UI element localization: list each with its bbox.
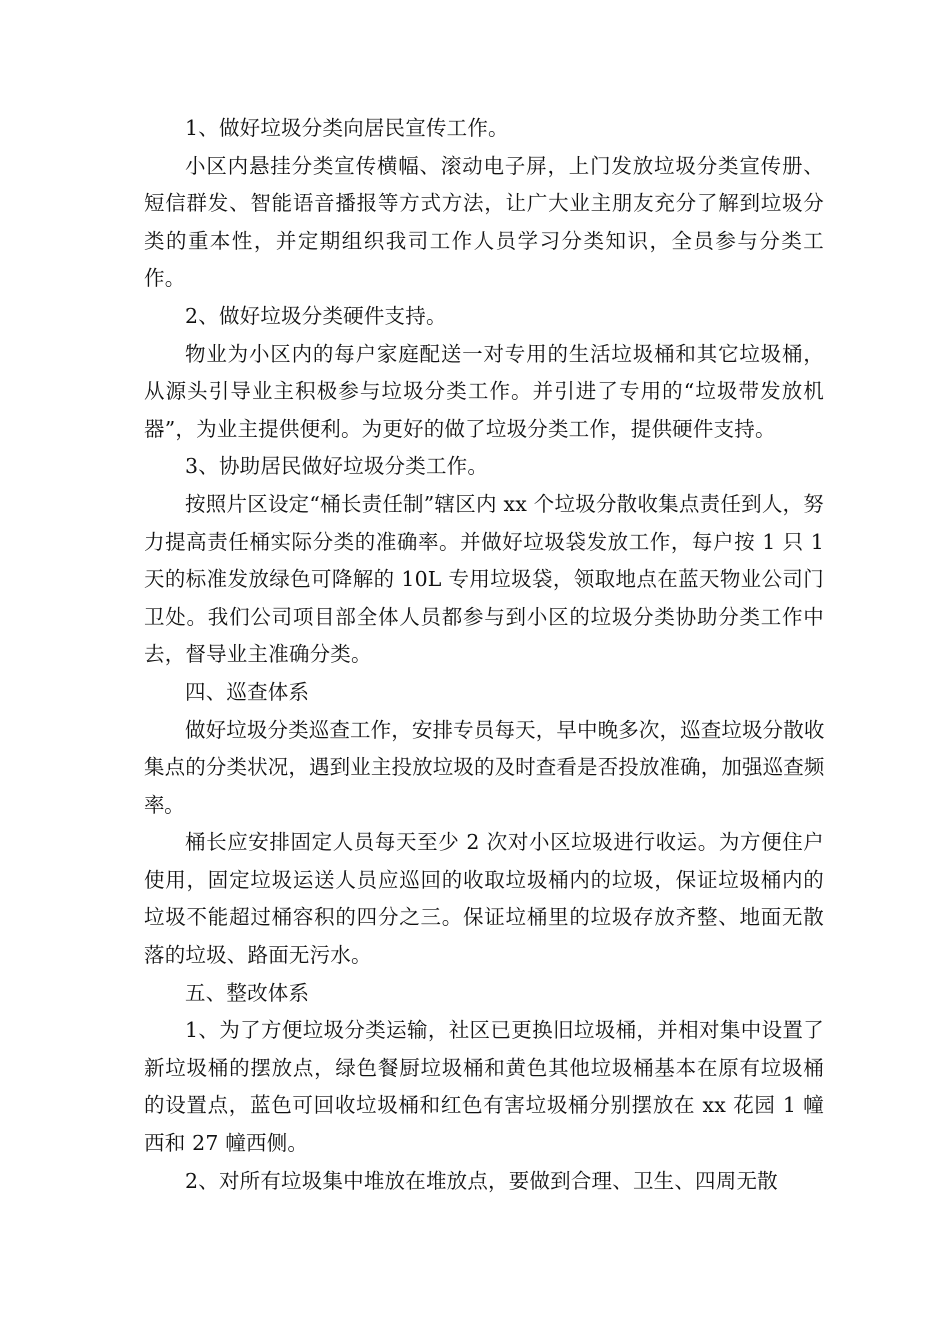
document-body — [144, 110, 824, 1200]
paragraph-heading-3: 3、协助居民做好垃圾分类工作。 — [185, 454, 489, 479]
paragraph-heading-2: 2、做好垃圾分类硬件支持。 — [185, 303, 447, 328]
section-heading-rectification: 五、整改体系 — [185, 980, 310, 1005]
paragraph-publicity: 小区内悬挂分类宣传横幅、滚动电子屏，上门发放垃圾分类宣传册、短信群发、智能语音播报等方式方法，让广大业主朋友充分了解到垃圾分类的重本性，并定期组织我司工作人员学习分类知识，全员参与分类工作。 — [144, 153, 824, 291]
paragraph-heading-1: 1、做好垃圾分类向居民宣传工作。 — [185, 116, 509, 140]
section-heading-inspection: 四、巡查体系 — [185, 679, 310, 704]
paragraph-rectification-2: 2、对所有垃圾集中堆放在堆放点，要做到合理、卫生、四周无散 — [185, 1168, 778, 1193]
paragraph-collection: 桶长应安排固定人员每天至少 2 次对小区垃圾进行收运。为方便住户使用，固定垃圾运送人员应巡回的收取垃圾桶内的垃圾，保证垃圾桶内的垃圾不能超过桶容积的四分之三。保证垃桶里的垃圾存放齐整、地面无散落的垃圾、路面无污水。 — [144, 830, 824, 968]
paragraph-bucket-owner: 按照片区设定“桶长责任制”辖区内 xx 个垃圾分散收集点责任到人，努力提高责任桶实际分类的准确率。并做好垃圾袋发放工作，每户按 1 只 1 天的标准发放绿色可降解的 10L 专用垃圾袋，领取地点在蓝天物业公司门卫处。我们公司项目部全体人员都参与到小区的垃圾分类协助分类工作中去，督导业主准确分类。 — [144, 491, 824, 667]
paragraph-inspection: 做好垃圾分类巡查工作，安排专员每天，早中晚多次，巡查垃圾分散收集点的分类状况，遇到业主投放垃圾的及时查看是否投放准确，加强巡查频率。 — [144, 717, 824, 817]
paragraph-rectification-1: 1、为了方便垃圾分类运输，社区已更换旧垃圾桶，并相对集中设置了新垃圾桶的摆放点，绿色餐厨垃圾桶和黄色其他垃圾桶基本在原有垃圾桶的设置点，蓝色可回收垃圾桶和红色有害垃圾桶分别摆放在 xx 花园 1 幢西和 27 幢西侧。 — [144, 1018, 824, 1156]
paragraph-hardware: 物业为小区内的每户家庭配送一对专用的生活垃圾桶和其它垃圾桶，从源头引导业主积极参与垃圾分类工作。并引进了专用的“垃圾带发放机器”，为业主提供便利。为更好的做了垃圾分类工作，提供硬件支持。 — [144, 341, 824, 441]
